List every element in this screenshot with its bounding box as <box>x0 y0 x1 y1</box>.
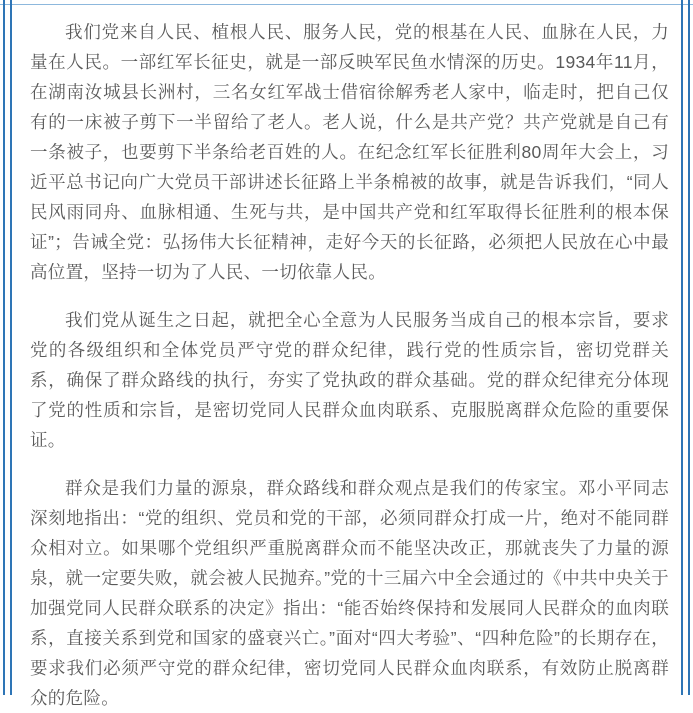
left-outer-border-rule <box>3 0 5 695</box>
left-inner-border-rule <box>10 0 12 695</box>
paragraph-mass-line: 群众是我们力量的源泉，群众路线和群众观点是我们的传家宝。邓小平同志深刻地指出：“党的组织、党员和党的干部，必须同群众打成一片，绝对不能同群众相对立。如果哪个党组织严重脱离群众而不能坚决改正，那就丧失了力量的源泉，就一定要失败，就会被人民抛弃。”党的十三届六中全会通过的《中共中央关于加强党同人民群众联系的决定》指出：“能否始终保持和发展同人民群众的血肉联系，直接关系到党和国家的盛衰兴亡。”面对“四大考验”、“四种危险”的长期存在，要求我们必须严守党的群众纪律，密切党同人民群众血肉联系，有效防止脱离群众的危险。 <box>30 478 669 708</box>
article-body <box>30 17 669 713</box>
top-border-rule <box>0 4 693 5</box>
right-outer-border-rule <box>688 0 690 695</box>
paragraph-party-purpose: 我们党从诞生之日起，就把全心全意为人民服务当成自己的根本宗旨，要求党的各级组织和全体党员严守党的群众纪律，践行党的性质宗旨，密切党群关系，确保了群众路线的执行，夯实了党执政的群众基础。党的群众纪律充分体现了党的性质和宗旨，是密切党同人民群众血肉联系、克服脱离群众危险的重要保证。 <box>30 310 669 450</box>
right-inner-border-rule <box>681 0 683 695</box>
paragraph-long-march-story: 我们党来自人民、植根人民、服务人民，党的根基在人民、血脉在人民，力量在人民。一部红军长征史，就是一部反映军民鱼水情深的历史。1934年11月，在湖南汝城县长洲村，三名女红军战士借宿徐解秀老人家中，临走时，把自己仅有的一床被子剪下一半留给了老人。老人说，什么是共产党？共产党就是自己有一条被子，也要剪下半条给老百姓的人。在纪念红军长征胜利80周年大会上，习近平总书记向广大党员干部讲述长征路上半条棉被的故事，就是告诉我们，“同人民风雨同舟、血脉相通、生死与共，是中国共产党和红军取得长征胜利的根本保证”；告诫全党：弘扬伟大长征精神，走好今天的长征路，必须把人民放在心中最高位置，坚持一切为了人民、一切依靠人民。 <box>30 22 669 282</box>
